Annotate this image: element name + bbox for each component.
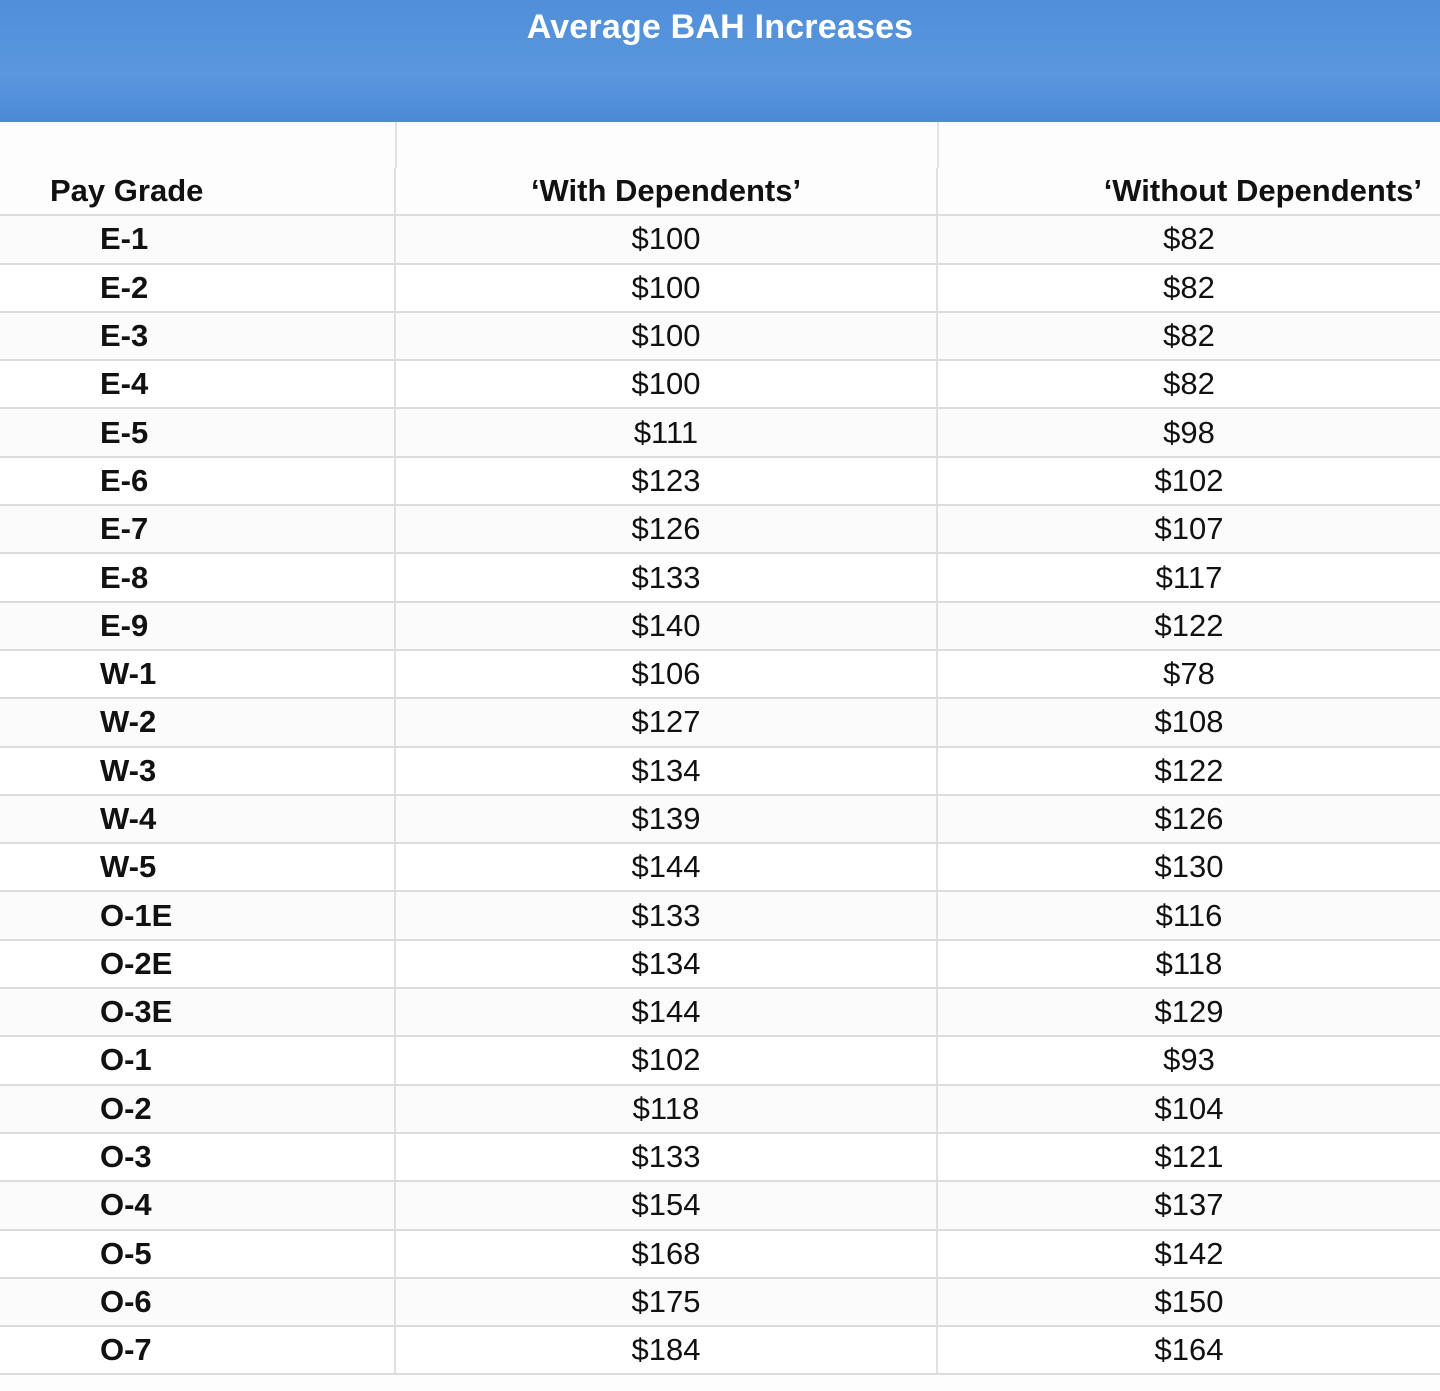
header-pay-grade: Pay Grade bbox=[0, 168, 395, 215]
header-with-dependents: ‘With Dependents’ bbox=[395, 168, 937, 215]
pay-grade-cell: O-7 bbox=[0, 1326, 395, 1374]
without-dependents-cell: $121 bbox=[937, 1133, 1440, 1181]
table-row bbox=[0, 264, 1440, 312]
with-dependents-cell: $175 bbox=[395, 1278, 937, 1326]
pay-grade-cell: O-6 bbox=[0, 1278, 395, 1326]
without-dependents-cell: $116 bbox=[937, 891, 1440, 939]
pay-grade-cell: O-3E bbox=[0, 988, 395, 1036]
pay-grade-cell: E-4 bbox=[0, 360, 395, 408]
table-row bbox=[0, 747, 1440, 795]
without-dependents-cell: $102 bbox=[937, 457, 1440, 505]
pay-grade-cell: E-2 bbox=[0, 264, 395, 312]
with-dependents-cell: $100 bbox=[395, 215, 937, 263]
pay-grade-cell: W-3 bbox=[0, 747, 395, 795]
with-dependents-cell: $144 bbox=[395, 988, 937, 1036]
pay-grade-cell: E-1 bbox=[0, 215, 395, 263]
column-divider bbox=[395, 122, 397, 168]
pay-grade-cell: W-2 bbox=[0, 698, 395, 746]
without-dependents-cell: $82 bbox=[937, 360, 1440, 408]
without-dependents-cell: $82 bbox=[937, 264, 1440, 312]
pay-grade-cell: E-5 bbox=[0, 408, 395, 456]
with-dependents-cell: $168 bbox=[395, 1230, 937, 1278]
without-dependents-cell: $82 bbox=[937, 312, 1440, 360]
with-dependents-cell: $100 bbox=[395, 360, 937, 408]
table-row bbox=[0, 1181, 1440, 1229]
without-dependents-cell: $129 bbox=[937, 988, 1440, 1036]
with-dependents-cell: $133 bbox=[395, 1133, 937, 1181]
without-dependents-cell: $142 bbox=[937, 1230, 1440, 1278]
table-row bbox=[0, 457, 1440, 505]
table-row bbox=[0, 843, 1440, 891]
table-row bbox=[0, 215, 1440, 263]
with-dependents-cell: $126 bbox=[395, 505, 937, 553]
pay-grade-cell: W-5 bbox=[0, 843, 395, 891]
without-dependents-cell: $104 bbox=[937, 1085, 1440, 1133]
bah-table-container bbox=[0, 122, 1440, 1391]
pay-grade-cell: W-4 bbox=[0, 795, 395, 843]
table-row bbox=[0, 312, 1440, 360]
table-row bbox=[0, 360, 1440, 408]
without-dependents-cell: $107 bbox=[937, 505, 1440, 553]
without-dependents-cell: $82 bbox=[937, 215, 1440, 263]
page-title: Average BAH Increases bbox=[526, 8, 914, 46]
without-dependents-cell: $117 bbox=[937, 553, 1440, 601]
with-dependents-cell: $100 bbox=[395, 312, 937, 360]
table-top-spacer bbox=[0, 122, 1440, 168]
without-dependents-cell: $98 bbox=[937, 408, 1440, 456]
without-dependents-cell: $150 bbox=[937, 1278, 1440, 1326]
with-dependents-cell: $106 bbox=[395, 650, 937, 698]
with-dependents-cell: $133 bbox=[395, 553, 937, 601]
pay-grade-cell: O-2 bbox=[0, 1085, 395, 1133]
without-dependents-cell: $108 bbox=[937, 698, 1440, 746]
with-dependents-cell: $123 bbox=[395, 457, 937, 505]
pay-grade-cell: O-2E bbox=[0, 940, 395, 988]
pay-grade-cell: O-3 bbox=[0, 1133, 395, 1181]
table-row bbox=[0, 602, 1440, 650]
header-row bbox=[0, 168, 1440, 215]
table-row bbox=[0, 650, 1440, 698]
without-dependents-cell: $93 bbox=[937, 1036, 1440, 1084]
pay-grade-cell: E-7 bbox=[0, 505, 395, 553]
without-dependents-cell: $164 bbox=[937, 1326, 1440, 1374]
table-row bbox=[0, 1036, 1440, 1084]
table-row bbox=[0, 1278, 1440, 1326]
with-dependents-cell: $184 bbox=[395, 1326, 937, 1374]
without-dependents-cell: $122 bbox=[937, 747, 1440, 795]
table-row bbox=[0, 698, 1440, 746]
without-dependents-cell: $126 bbox=[937, 795, 1440, 843]
table-row bbox=[0, 1326, 1440, 1374]
table-row bbox=[0, 891, 1440, 939]
table-row bbox=[0, 1133, 1440, 1181]
with-dependents-cell: $102 bbox=[395, 1036, 937, 1084]
with-dependents-cell: $133 bbox=[395, 891, 937, 939]
with-dependents-cell: $144 bbox=[395, 843, 937, 891]
pay-grade-cell: O-5 bbox=[0, 1230, 395, 1278]
with-dependents-cell: $154 bbox=[395, 1181, 937, 1229]
with-dependents-cell: $127 bbox=[395, 698, 937, 746]
pay-grade-cell: E-6 bbox=[0, 457, 395, 505]
bah-table bbox=[0, 168, 1440, 1375]
without-dependents-cell: $122 bbox=[937, 602, 1440, 650]
without-dependents-cell: $130 bbox=[937, 843, 1440, 891]
without-dependents-cell: $118 bbox=[937, 940, 1440, 988]
pay-grade-cell: E-8 bbox=[0, 553, 395, 601]
table-row bbox=[0, 940, 1440, 988]
pay-grade-cell: E-9 bbox=[0, 602, 395, 650]
pay-grade-cell: O-4 bbox=[0, 1181, 395, 1229]
with-dependents-cell: $140 bbox=[395, 602, 937, 650]
without-dependents-cell: $78 bbox=[937, 650, 1440, 698]
table-row bbox=[0, 505, 1440, 553]
title-banner bbox=[0, 0, 1440, 122]
column-divider bbox=[937, 122, 939, 168]
with-dependents-cell: $100 bbox=[395, 264, 937, 312]
with-dependents-cell: $134 bbox=[395, 747, 937, 795]
table-row bbox=[0, 408, 1440, 456]
table-row bbox=[0, 988, 1440, 1036]
table-row bbox=[0, 795, 1440, 843]
pay-grade-cell: W-1 bbox=[0, 650, 395, 698]
with-dependents-cell: $139 bbox=[395, 795, 937, 843]
with-dependents-cell: $118 bbox=[395, 1085, 937, 1133]
pay-grade-cell: O-1 bbox=[0, 1036, 395, 1084]
table-row bbox=[0, 1230, 1440, 1278]
header-without-dependents: ‘Without Dependents’ bbox=[937, 168, 1440, 215]
pay-grade-cell: E-3 bbox=[0, 312, 395, 360]
table-row bbox=[0, 1085, 1440, 1133]
table-row bbox=[0, 553, 1440, 601]
pay-grade-cell: O-1E bbox=[0, 891, 395, 939]
with-dependents-cell: $134 bbox=[395, 940, 937, 988]
with-dependents-cell: $111 bbox=[395, 408, 937, 456]
without-dependents-cell: $137 bbox=[937, 1181, 1440, 1229]
